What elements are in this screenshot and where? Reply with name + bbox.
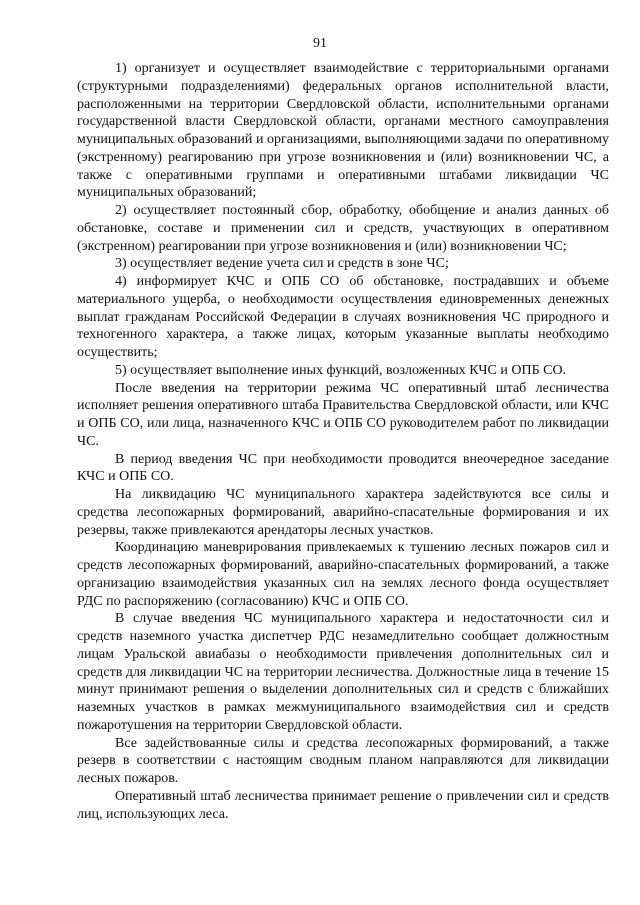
page-number: 91 <box>313 36 327 51</box>
paragraph-maneuver-coordination: Координацию маневрирования привлекаемых к тушению лесных пожаров сил и средств лесопожарных формирований, аварийно-спасательных формирований, а также организацию взаимодействия указанных сил на землях лесного фонда осуществляет РДС по распоряжению (согласованию) КЧС и ОПБ СО. <box>77 540 609 609</box>
paragraph-item-5: 5) осуществляет выполнение иных функций, возложенных КЧС и ОПБ СО. <box>115 362 567 378</box>
paragraph-item-3: 3) осуществляет ведение учета сил и средств в зоне ЧС; <box>115 256 449 272</box>
paragraph-insufficient-forces: В случае введения ЧС муниципального характера и недостаточности сил и средств наземного участка диспетчер РДС незамедлительно сообщает должностным лицам Уральской авиабазы о необходимости привлечения дополнительных сил и средств для ликвидации ЧС на территории лесничества. Должностные лица в течение 15 минут принимают решения о выделении дополнительных сил и средств с ближайших наземных участков в рамках межмуниципального взаимодействия сил и средств пожаротушения на территории Свердловской области. <box>77 611 609 733</box>
paragraph-operational-staff-decision: Оперативный штаб лесничества принимает решение о привлечении сил и средств лиц, использующих леса. <box>77 788 609 822</box>
paragraph-after-emergency-regime: После введения на территории режима ЧС оперативный штаб лесничества исполняет решения оперативного штаба Правительства Свердловской области, или КЧС и ОПБ СО, или лица, назначенного КЧС и ОПБ СО руководителем работ по ликвидации ЧС. <box>77 380 609 449</box>
paragraph-extraordinary-meeting: В период введения ЧС при необходимости проводится внеочередное заседание КЧС и ОПБ СО. <box>77 451 609 485</box>
paragraph-item-2: 2) осуществляет постоянный сбор, обработку, обобщение и анализ данных об обстановке, составе и применении сил и средств, участвующих в оперативном (экстренном) реагировании при угрозе возникновения и (или) возникновении ЧС; <box>77 203 609 254</box>
paragraph-item-1: 1) организует и осуществляет взаимодействие с территориальными органами (структурными подразделениями) федеральных органов исполнительной власти, расположенными на территории Свердловской области, исполнительными органами государственной власти Свердловской области, органами местного самоуправления муниципальных образований и организациями, выполняющими задачи по оперативному (экстренному) реагированию при угрозе возникновения и (или) возникновении ЧС, а также с оперативными группами и оперативными штабами ликвидации ЧС муниципальных образований; <box>77 61 609 201</box>
paragraph-reserve-deployment: Все задействованные силы и средства лесопожарных формирований, а также резерв в соответствии с настоящим сводным планом направляются для ликвидации лесных пожаров. <box>77 735 609 786</box>
document-body <box>77 60 609 823</box>
paragraph-forces-engaged: На ликвидацию ЧС муниципального характера задействуются все силы и средства лесопожарных формирований, аварийно-спасательные формирования и их резервы, также привлекаются арендаторы лесных участков. <box>77 487 609 538</box>
paragraph-item-4: 4) информирует КЧС и ОПБ СО об обстановке, пострадавших и объеме материального ущерба, о необходимости осуществления единовременных денежных выплат гражданам Российской Федерации в случаях возникновения ЧС природного и техногенного характера, а также лицах, которым указанные выплаты необходимо осуществить; <box>77 274 609 360</box>
